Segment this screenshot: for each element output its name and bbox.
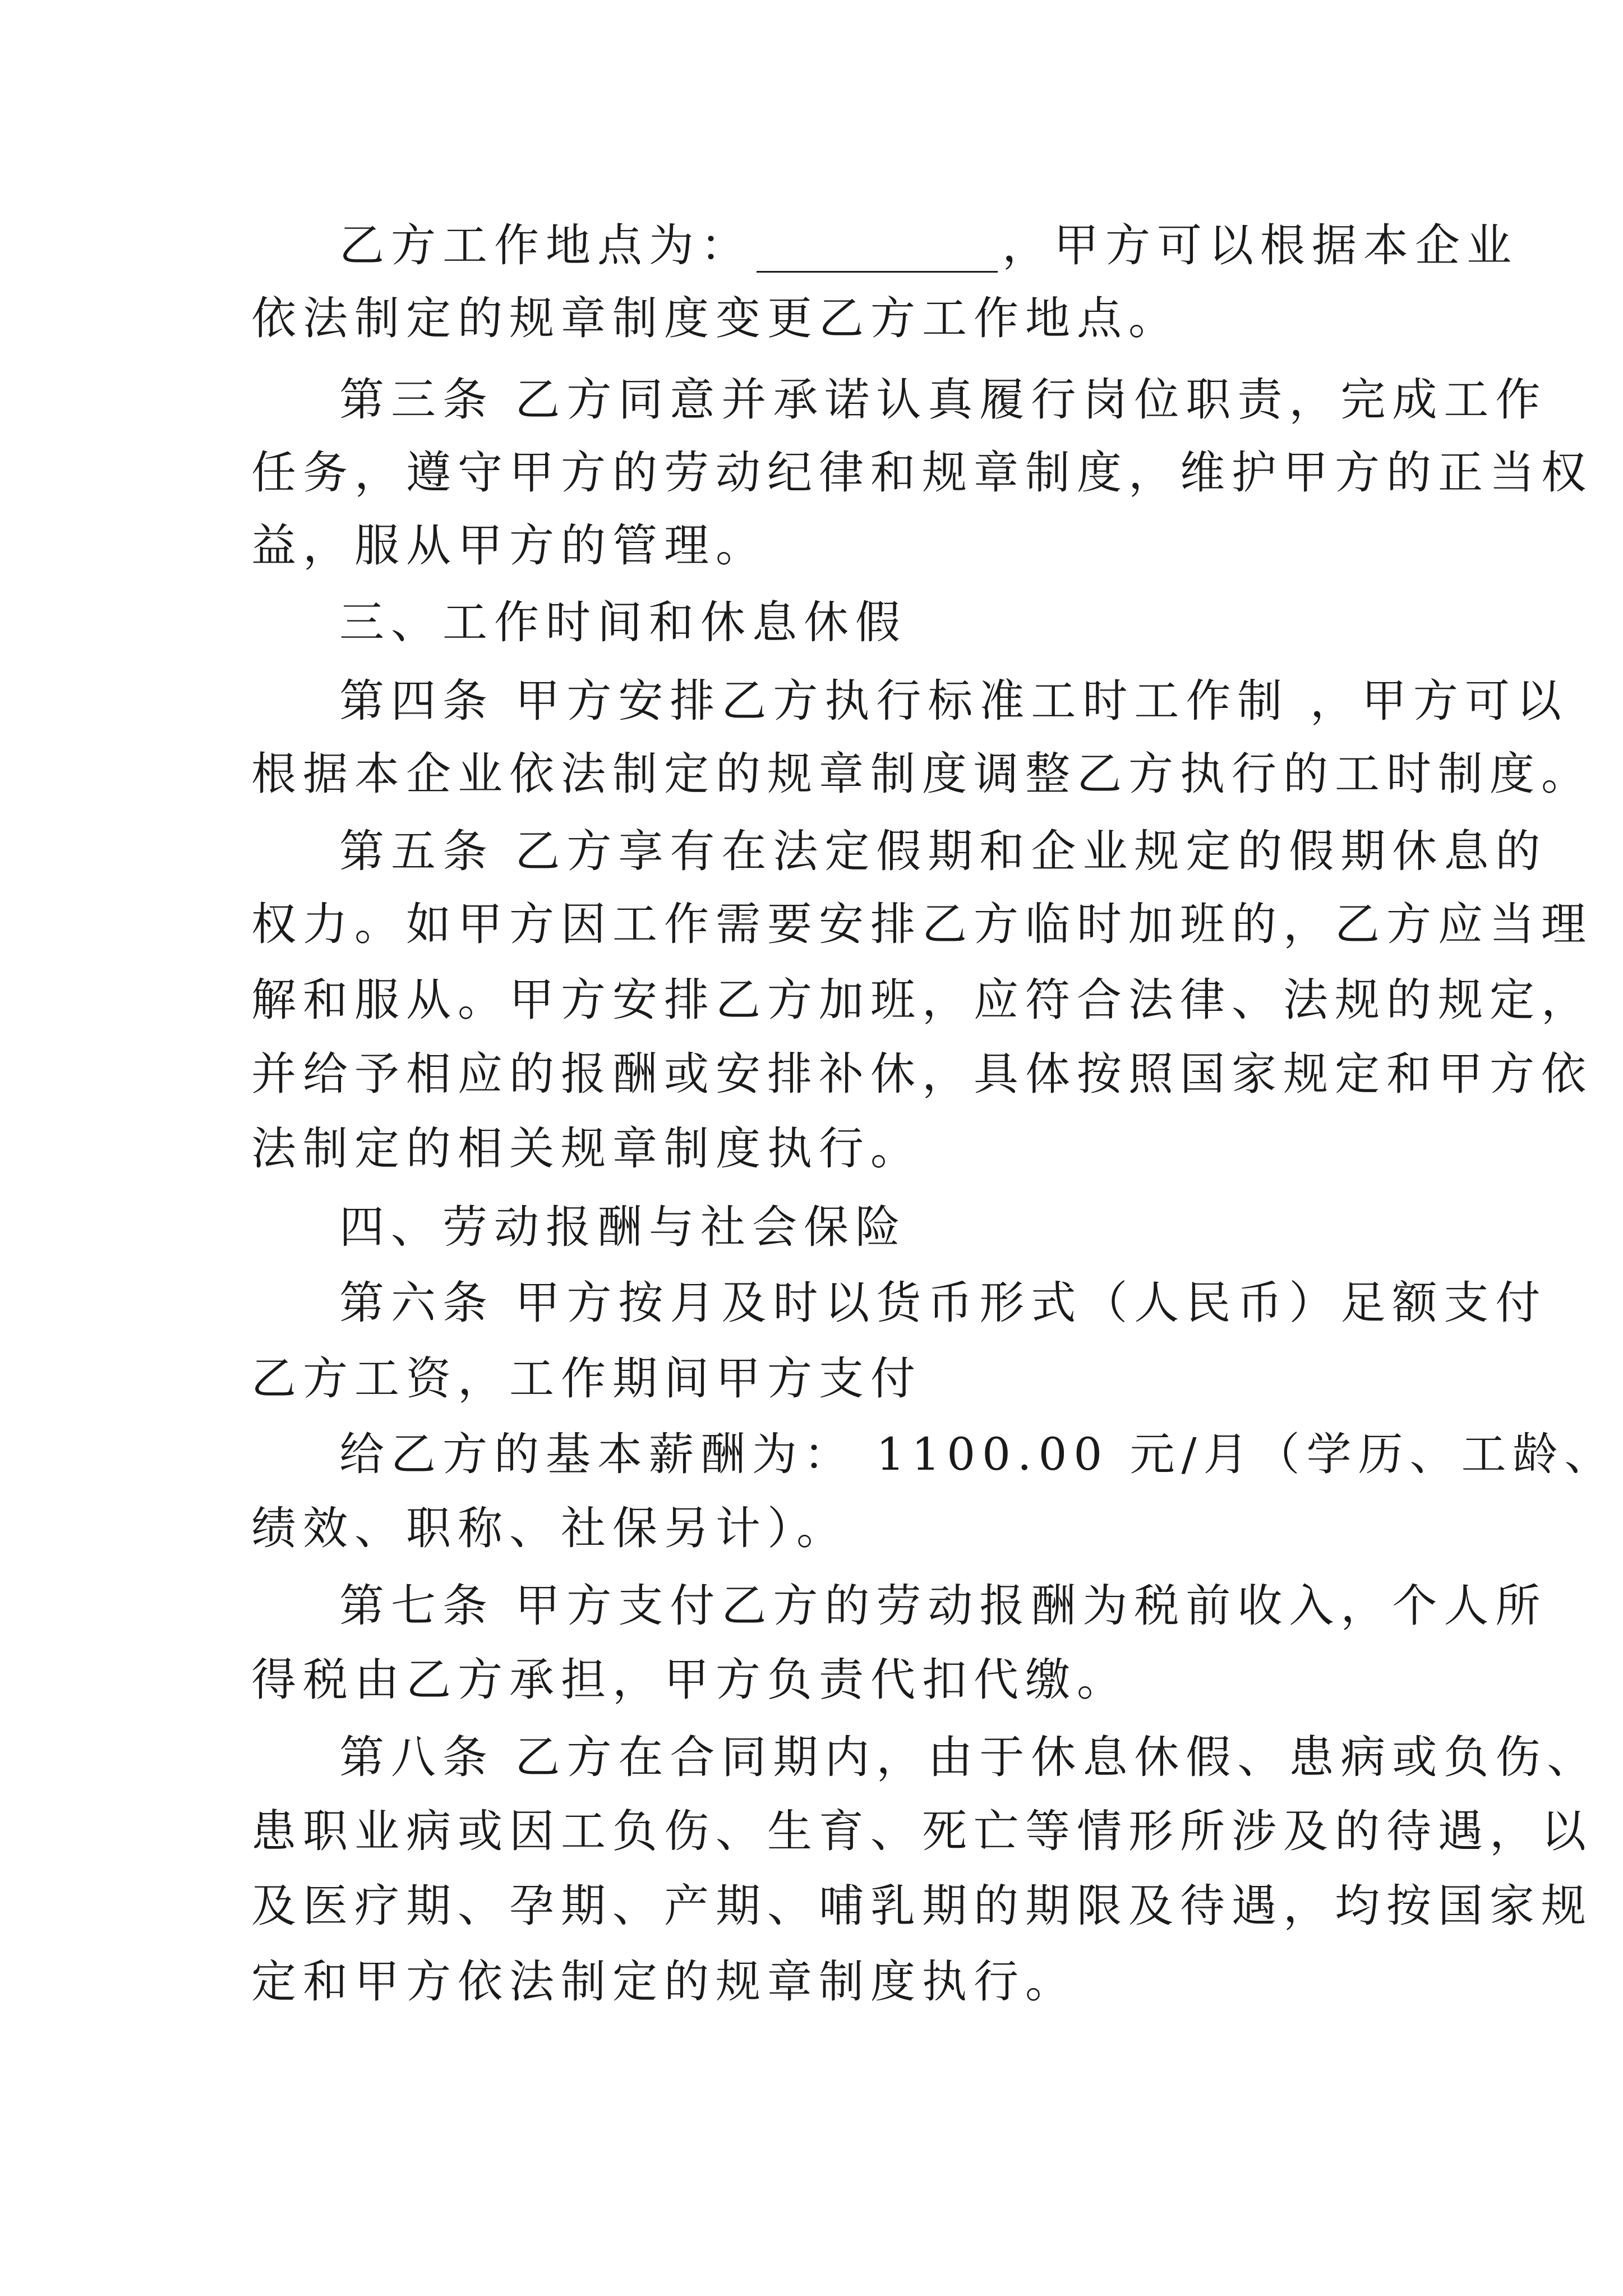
article-3-line: 任务，遵守甲方的劳动纪律和规章制度，维护甲方的正当权 — [251, 447, 1593, 499]
salary-line: 绩效、职称、社保另计）。 — [251, 1502, 848, 1554]
article-8-line: 及医疗期、孕期、产期、哺乳期的期限及待遇，均按国家规 — [251, 1880, 1593, 1932]
section-heading: 四、劳动报酬与社会保险 — [339, 1201, 907, 1253]
article-5-line: 并给予相应的报酬或安排补休，具体按照国家规定和甲方依 — [251, 1048, 1593, 1100]
article-8-line: 第八条 乙方在合同期内，由于休息休假、患病或负伤、 — [339, 1731, 1599, 1783]
work-location-label: 乙方工作地点为： — [339, 219, 752, 272]
work-location-blank — [757, 232, 998, 273]
article-5-line: 解和服从。甲方安排乙方加班，应符合法律、法规的规定， — [251, 974, 1593, 1026]
section-heading: 三、工作时间和休息休假 — [339, 596, 907, 648]
article-7-line: 第七条 甲方支付乙方的劳动报酬为税前收入，个人所 — [339, 1580, 1547, 1632]
article-5-line: 第五条 乙方享有在法定假期和企业规定的假期休息的 — [339, 825, 1547, 877]
article-4-line: 第四条 甲方安排乙方执行标准工时工作制 ，甲方可以 — [339, 675, 1568, 727]
article-3-line: 益，服从甲方的管理。 — [251, 519, 767, 572]
article-8-line: 定和甲方依法制定的规章制度执行。 — [251, 1955, 1077, 2008]
work-location-continuation: ，甲方可以根据本企业 — [1002, 219, 1518, 272]
salary-line: 给乙方的基本薪酬为： 1100.00 元/月（学历、工龄、 — [339, 1428, 1616, 1480]
article-5-line: 法制定的相关规章制度执行。 — [251, 1122, 922, 1175]
paragraph-line — [339, 219, 1518, 273]
article-3-line: 第三条 乙方同意并承诺认真履行岗位职责，完成工作 — [339, 374, 1547, 426]
article-6-line: 第六条 甲方按月及时以货币形式（人民币）足额支付 — [339, 1277, 1547, 1329]
article-5-line: 权力。如甲方因工作需要安排乙方临时加班的，乙方应当理 — [251, 898, 1593, 950]
article-6-line: 乙方工资，工作期间甲方支付 — [251, 1352, 922, 1405]
article-7-line: 得税由乙方承担，甲方负责代扣代缴。 — [251, 1654, 1128, 1706]
paragraph-line: 依法制定的规章制度变更乙方工作地点。 — [251, 292, 1180, 344]
article-4-line: 根据本企业依法制定的规章制度调整乙方执行的工时制度。 — [251, 748, 1593, 800]
article-8-line: 患职业病或因工负伤、生育、死亡等情形所涉及的待遇，以 — [251, 1805, 1593, 1857]
